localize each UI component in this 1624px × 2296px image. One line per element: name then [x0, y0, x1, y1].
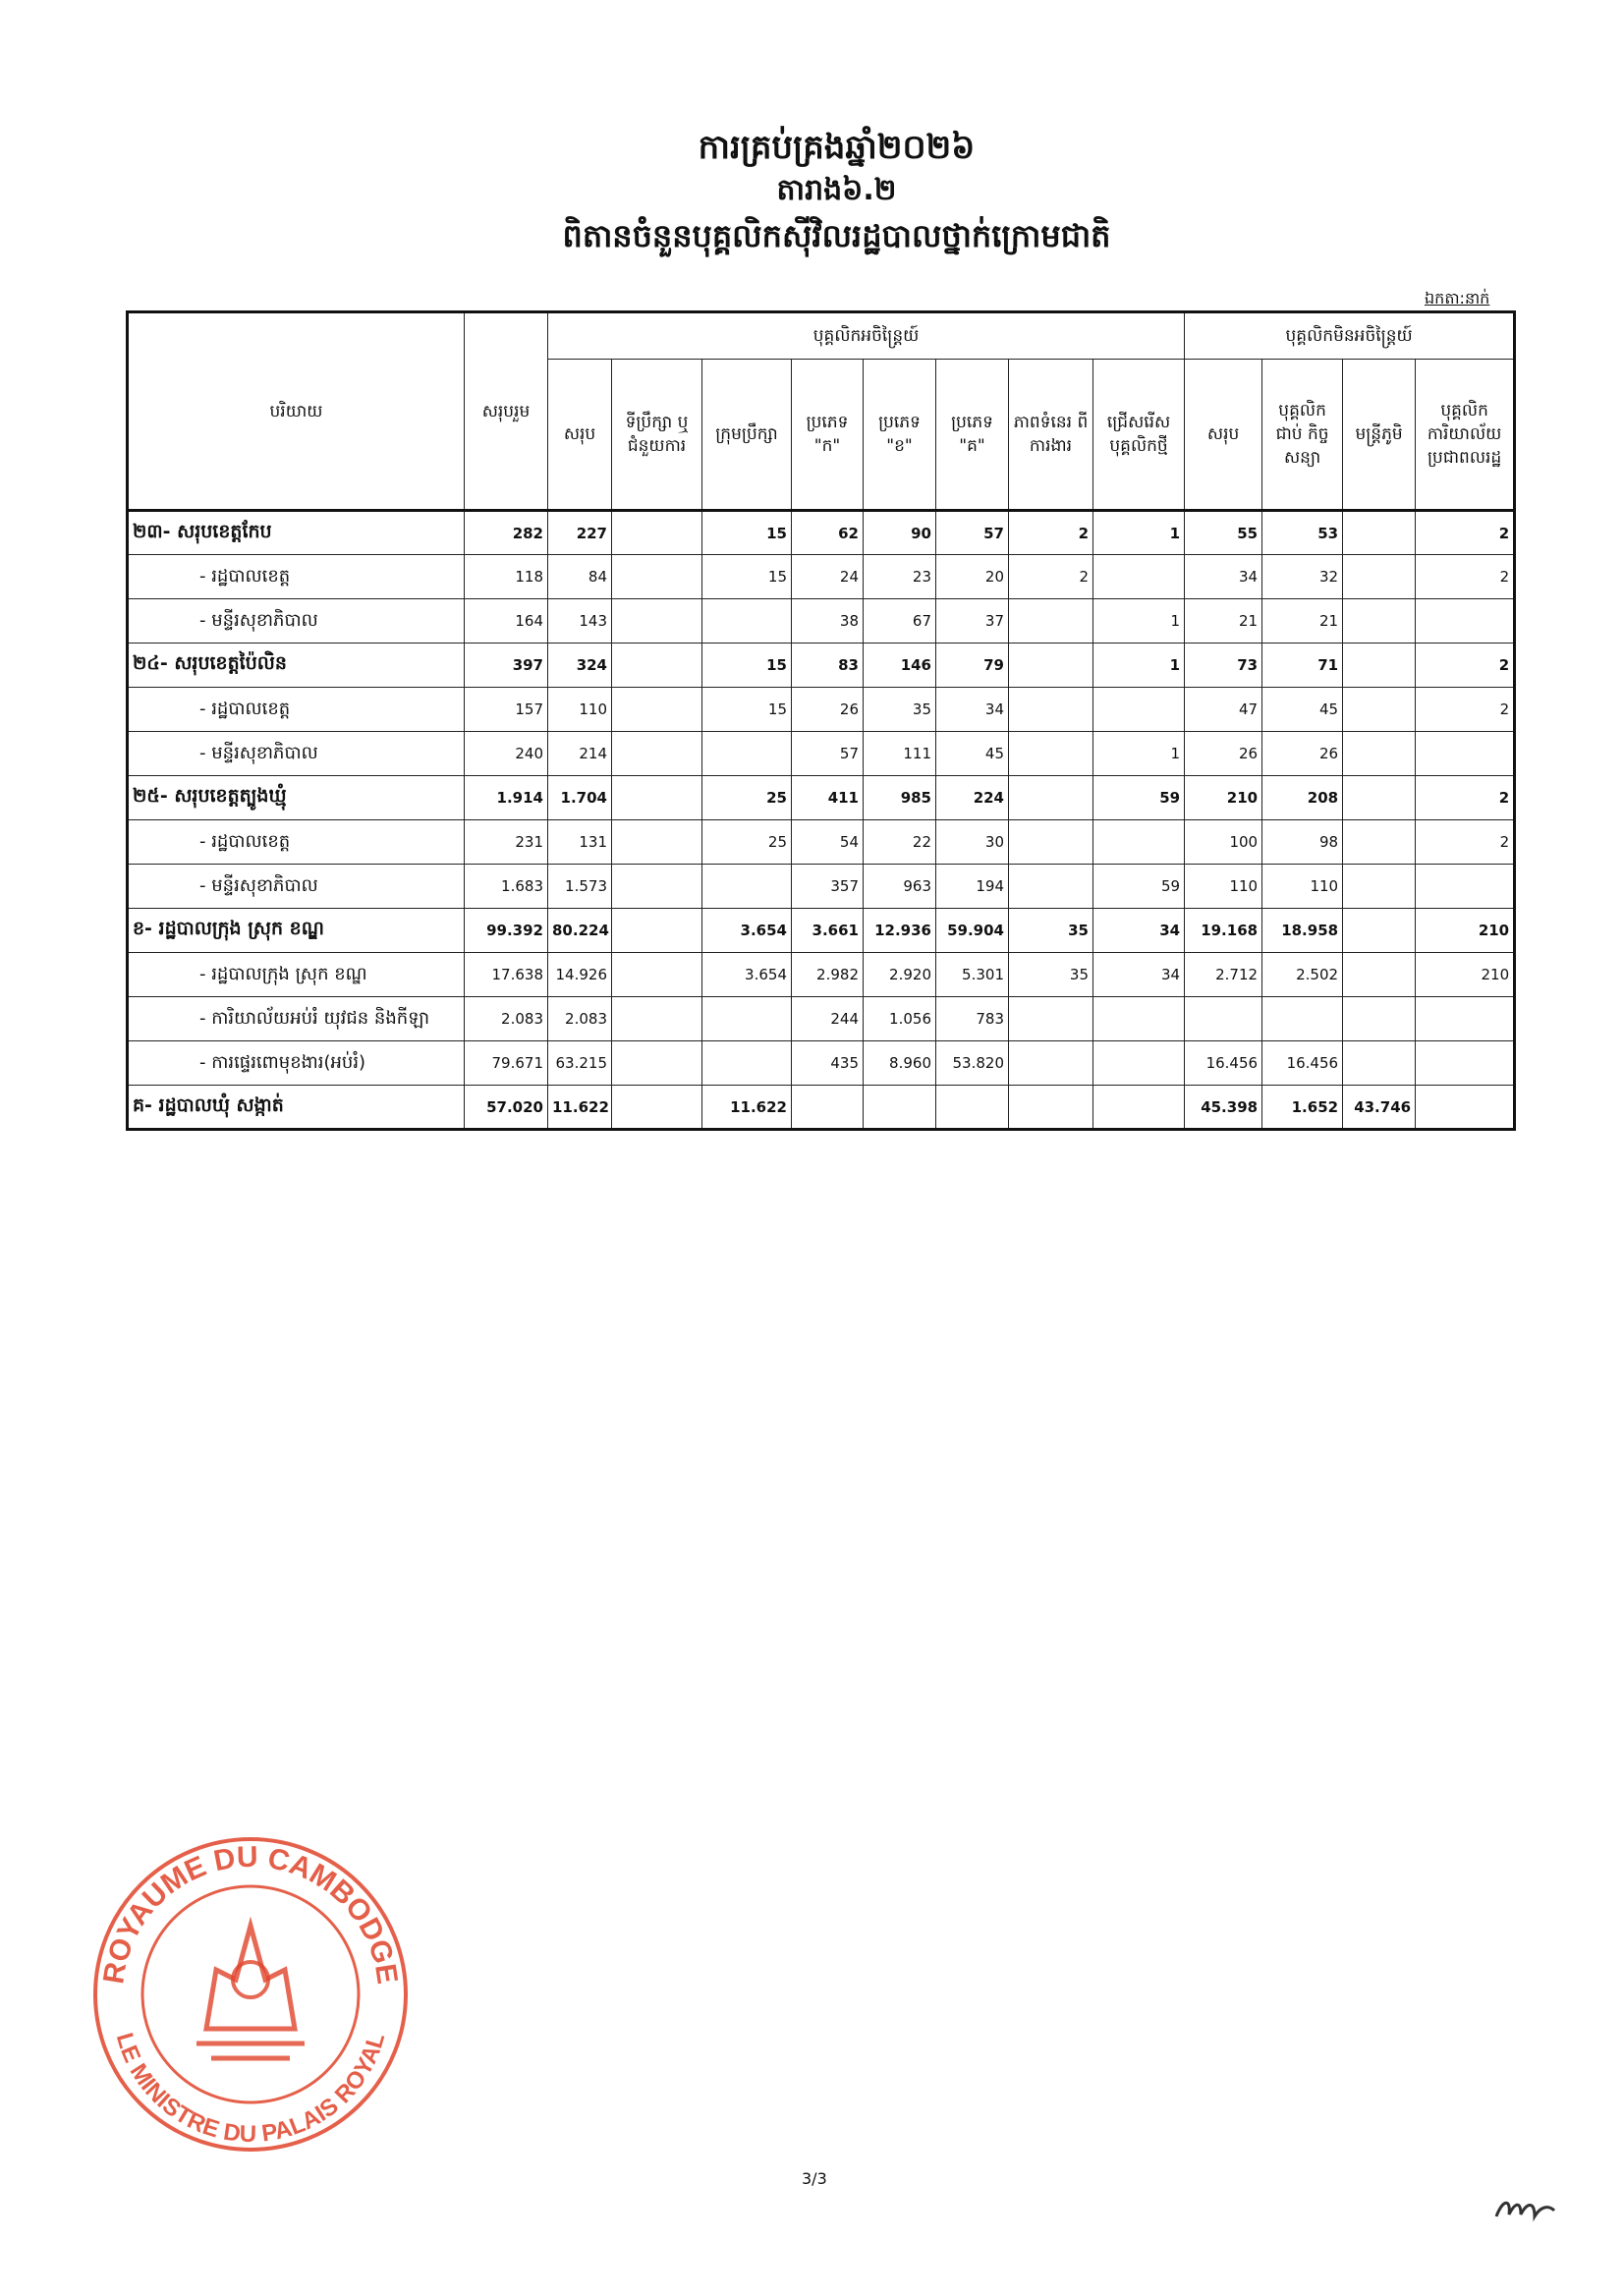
cell-value: [1416, 997, 1515, 1041]
header-col-4: ប្រភេទ "ក": [792, 360, 864, 511]
row-label: ២៤- សរុបខេត្តប៉ៃលិន: [128, 644, 465, 688]
royal-seal-stamp: [88, 1832, 413, 2156]
cell-value: [612, 820, 702, 865]
cell-value: 397: [465, 644, 548, 688]
cell-value: [702, 732, 792, 776]
cell-value: 2: [1416, 688, 1515, 732]
cell-value: [936, 1086, 1009, 1130]
row-label: ២៥- សរុបខេត្តត្បូងឃ្មុំ: [128, 776, 465, 820]
title-block: [0, 126, 1624, 259]
cell-value: 1.704: [548, 776, 612, 820]
cell-value: 23: [864, 555, 936, 599]
cell-value: 2.712: [1185, 953, 1262, 997]
header-col-12: បុគ្គលិក ការិយាល័យ ប្រជាពលរដ្ឋ: [1416, 360, 1515, 511]
cell-value: 99.392: [465, 909, 548, 953]
cell-value: [1343, 644, 1416, 688]
row-label: - រដ្ឋបាលខេត្ត: [128, 555, 465, 599]
header-col-9: សរុប: [1185, 360, 1262, 511]
cell-value: 210: [1416, 953, 1515, 997]
cell-value: [1343, 732, 1416, 776]
cell-value: 3.654: [702, 953, 792, 997]
cell-value: 208: [1262, 776, 1343, 820]
cell-value: 14.926: [548, 953, 612, 997]
cell-value: [1343, 909, 1416, 953]
cell-value: [1343, 599, 1416, 644]
cell-value: 110: [1262, 865, 1343, 909]
cell-value: 34: [1093, 909, 1185, 953]
cell-value: 19.168: [1185, 909, 1262, 953]
cell-value: [612, 997, 702, 1041]
cell-value: [1262, 997, 1343, 1041]
header-col-6: ប្រភេទ "គ": [936, 360, 1009, 511]
cell-value: 1: [1093, 732, 1185, 776]
header-col-7: ភាពទំនេរ ពីការងារ: [1009, 360, 1093, 511]
cell-value: [1343, 511, 1416, 555]
cell-value: 1.573: [548, 865, 612, 909]
cell-value: 90: [864, 511, 936, 555]
cell-value: [1416, 1086, 1515, 1130]
table-group-row: [128, 909, 1515, 953]
row-label: - រដ្ឋបាលក្រុង ស្រុក ខណ្ឌ: [128, 953, 465, 997]
row-label: - មន្ទីរសុខាភិបាល: [128, 865, 465, 909]
cell-value: 2: [1009, 511, 1093, 555]
cell-value: [1093, 820, 1185, 865]
cell-value: 26: [792, 688, 864, 732]
seal-inner-text: LE MINISTRE DU PALAIS ROYAL: [110, 2030, 391, 2149]
cell-value: 231: [465, 820, 548, 865]
cell-value: 1: [1093, 511, 1185, 555]
cell-value: 2: [1416, 555, 1515, 599]
cell-value: 24: [792, 555, 864, 599]
cell-value: 98: [1262, 820, 1343, 865]
cell-value: 118: [465, 555, 548, 599]
cell-value: [1343, 1041, 1416, 1086]
cell-value: 57: [792, 732, 864, 776]
table-row: [128, 1041, 1515, 1086]
cell-value: [1009, 820, 1093, 865]
cell-value: 1.683: [465, 865, 548, 909]
header-group-non-permanent: បុគ្គលិកមិនអចិន្ត្រៃយ៍: [1185, 312, 1515, 360]
cell-value: [1416, 1041, 1515, 1086]
cell-value: 26: [1262, 732, 1343, 776]
cell-value: [792, 1086, 864, 1130]
cell-value: [1093, 555, 1185, 599]
table-group-row: [128, 511, 1515, 555]
cell-value: [702, 1041, 792, 1086]
cell-value: 214: [548, 732, 612, 776]
cell-value: 26: [1185, 732, 1262, 776]
header-grand-total: សរុបរួម: [465, 312, 548, 511]
cell-value: [1343, 555, 1416, 599]
table-row: [128, 953, 1515, 997]
cell-value: 79: [936, 644, 1009, 688]
cell-value: 67: [864, 599, 936, 644]
cell-value: [1343, 820, 1416, 865]
cell-value: [1343, 688, 1416, 732]
row-label: - រដ្ឋបាលខេត្ត: [128, 820, 465, 865]
cell-value: 11.622: [702, 1086, 792, 1130]
cell-value: [612, 776, 702, 820]
cell-value: [1093, 1041, 1185, 1086]
header-col-8: ជ្រើសរើស បុគ្គលិកថ្មី: [1093, 360, 1185, 511]
signature-mark: [1491, 2189, 1560, 2228]
cell-value: [1343, 997, 1416, 1041]
cell-value: 164: [465, 599, 548, 644]
header-col-5: ប្រភេទ "ខ": [864, 360, 936, 511]
cell-value: 1.914: [465, 776, 548, 820]
header-col-1: សរុប: [548, 360, 612, 511]
row-label: - រដ្ឋបាលខេត្ត: [128, 688, 465, 732]
cell-value: 38: [792, 599, 864, 644]
cell-value: 15: [702, 688, 792, 732]
unit-label: ឯកតា:នាក់: [1425, 289, 1490, 308]
cell-value: 224: [936, 776, 1009, 820]
cell-value: [1416, 732, 1515, 776]
cell-value: [1009, 732, 1093, 776]
cell-value: 11.622: [548, 1086, 612, 1130]
cell-value: [612, 732, 702, 776]
cell-value: [1009, 1086, 1093, 1130]
cell-value: 1: [1093, 599, 1185, 644]
cell-value: 435: [792, 1041, 864, 1086]
header-group-permanent: បុគ្គលិកអចិន្ត្រៃយ៍: [548, 312, 1185, 360]
cell-value: [702, 865, 792, 909]
cell-value: 57.020: [465, 1086, 548, 1130]
cell-value: [1009, 644, 1093, 688]
cell-value: [702, 997, 792, 1041]
table-row: [128, 688, 1515, 732]
cell-value: 146: [864, 644, 936, 688]
cell-value: [1009, 1041, 1093, 1086]
cell-value: 45: [936, 732, 1009, 776]
cell-value: 34: [936, 688, 1009, 732]
cell-value: 59: [1093, 776, 1185, 820]
cell-value: 194: [936, 865, 1009, 909]
cell-value: 15: [702, 555, 792, 599]
cell-value: [1416, 865, 1515, 909]
table-row: [128, 599, 1515, 644]
table-group-row: [128, 644, 1515, 688]
cell-value: [1343, 865, 1416, 909]
cell-value: 84: [548, 555, 612, 599]
cell-value: 783: [936, 997, 1009, 1041]
cell-value: 16.456: [1262, 1041, 1343, 1086]
cell-value: 157: [465, 688, 548, 732]
cell-value: 1: [1093, 644, 1185, 688]
row-label: - មន្ទីរសុខាភិបាល: [128, 732, 465, 776]
cell-value: 45.398: [1185, 1086, 1262, 1130]
header-col-10: បុគ្គលិក ជាប់ កិច្ចសន្យា: [1262, 360, 1343, 511]
cell-value: 25: [702, 776, 792, 820]
cell-value: 59: [1093, 865, 1185, 909]
table-group-row: [128, 776, 1515, 820]
cell-value: 22: [864, 820, 936, 865]
row-label: - ការិយាល័យអប់រំ យុវជន និងកីឡា: [128, 997, 465, 1041]
row-label: ខ- រដ្ឋបាលក្រុង ស្រុក ខណ្ឌ: [128, 909, 465, 953]
cell-value: 57: [936, 511, 1009, 555]
cell-value: 110: [1185, 865, 1262, 909]
cell-value: 62: [792, 511, 864, 555]
cell-value: 2: [1416, 511, 1515, 555]
cell-value: [612, 1041, 702, 1086]
cell-value: 53: [1262, 511, 1343, 555]
cell-value: 1.652: [1262, 1086, 1343, 1130]
cell-value: 2.502: [1262, 953, 1343, 997]
cell-value: 15: [702, 644, 792, 688]
cell-value: 16.456: [1185, 1041, 1262, 1086]
cell-value: 8.960: [864, 1041, 936, 1086]
cell-value: 17.638: [465, 953, 548, 997]
row-label: ២៣- សរុបខេត្តកែប: [128, 511, 465, 555]
cell-value: [702, 599, 792, 644]
cell-value: 45: [1262, 688, 1343, 732]
cell-value: 37: [936, 599, 1009, 644]
cell-value: 411: [792, 776, 864, 820]
staff-table: [126, 310, 1516, 1131]
cell-value: 324: [548, 644, 612, 688]
cell-value: 25: [702, 820, 792, 865]
page-number: 3/3: [802, 2169, 827, 2188]
cell-value: [1343, 953, 1416, 997]
cell-value: [1009, 997, 1093, 1041]
cell-value: 2.083: [465, 997, 548, 1041]
cell-value: [1009, 865, 1093, 909]
cell-value: 34: [1185, 555, 1262, 599]
cell-value: 20: [936, 555, 1009, 599]
cell-value: 55: [1185, 511, 1262, 555]
cell-value: [1093, 997, 1185, 1041]
cell-value: 30: [936, 820, 1009, 865]
cell-value: [612, 1086, 702, 1130]
row-label: គ- រដ្ឋបាលឃុំ សង្កាត់: [128, 1086, 465, 1130]
cell-value: [1093, 688, 1185, 732]
cell-value: 43.746: [1343, 1086, 1416, 1130]
cell-value: 210: [1416, 909, 1515, 953]
cell-value: 53.820: [936, 1041, 1009, 1086]
cell-value: 18.958: [1262, 909, 1343, 953]
cell-value: 111: [864, 732, 936, 776]
cell-value: 59.904: [936, 909, 1009, 953]
cell-value: 32: [1262, 555, 1343, 599]
cell-value: [612, 555, 702, 599]
cell-value: 1.056: [864, 997, 936, 1041]
svg-text:ROYAUME DU CAMBODGE: [97, 1841, 404, 1987]
cell-value: [612, 688, 702, 732]
doc-table-title: ពិតានចំនួនបុគ្គលិកស៊ីវិលរដ្ឋបាលថ្នាក់ក្រោមជាតិ: [562, 217, 1111, 254]
cell-value: 2: [1416, 776, 1515, 820]
cell-value: [1416, 599, 1515, 644]
cell-value: 2: [1416, 644, 1515, 688]
svg-text:LE MINISTRE DU PALAIS ROYAL: [111, 2030, 390, 2148]
cell-value: 2: [1416, 820, 1515, 865]
cell-value: 2.920: [864, 953, 936, 997]
cell-value: 2.083: [548, 997, 612, 1041]
cell-value: 12.936: [864, 909, 936, 953]
table-row: [128, 865, 1515, 909]
cell-value: [864, 1086, 936, 1130]
cell-value: [1009, 688, 1093, 732]
row-label: - ការផ្ទេរពោមុខងារ(អប់រំ): [128, 1041, 465, 1086]
table-row: [128, 732, 1515, 776]
cell-value: [612, 511, 702, 555]
cell-value: 240: [465, 732, 548, 776]
seal-outer-text: ROYAUME DU CAMBODGE: [97, 1840, 404, 1987]
cell-value: 71: [1262, 644, 1343, 688]
cell-value: 80.224: [548, 909, 612, 953]
table-group-row: [128, 1086, 1515, 1130]
cell-value: 2.982: [792, 953, 864, 997]
row-label: - មន្ទីរសុខាភិបាល: [128, 599, 465, 644]
cell-value: [1093, 1086, 1185, 1130]
cell-value: 63.215: [548, 1041, 612, 1086]
header-col-2: ទីប្រឹក្សា ឬ ជំនួយការ: [612, 360, 702, 511]
cell-value: 21: [1185, 599, 1262, 644]
cell-value: [1185, 997, 1262, 1041]
cell-value: 963: [864, 865, 936, 909]
cell-value: 985: [864, 776, 936, 820]
table-row: [128, 820, 1515, 865]
cell-value: 73: [1185, 644, 1262, 688]
cell-value: 21: [1262, 599, 1343, 644]
table-row: [128, 555, 1515, 599]
cell-value: 47: [1185, 688, 1262, 732]
cell-value: 131: [548, 820, 612, 865]
cell-value: [612, 644, 702, 688]
cell-value: [612, 909, 702, 953]
cell-value: [1009, 599, 1093, 644]
cell-value: 357: [792, 865, 864, 909]
header-col-3: ក្រុមប្រឹក្សា: [702, 360, 792, 511]
cell-value: 15: [702, 511, 792, 555]
doc-title-year: ការគ្រប់គ្រងឆ្នាំ២០២៦: [698, 128, 976, 167]
cell-value: 143: [548, 599, 612, 644]
header-col-11: មន្ត្រីភូមិ: [1343, 360, 1416, 511]
cell-value: 110: [548, 688, 612, 732]
cell-value: 210: [1185, 776, 1262, 820]
cell-value: 227: [548, 511, 612, 555]
cell-value: 3.654: [702, 909, 792, 953]
cell-value: [612, 865, 702, 909]
cell-value: [1343, 776, 1416, 820]
header-description: បរិយាយ: [128, 312, 465, 511]
cell-value: 34: [1093, 953, 1185, 997]
cell-value: 54: [792, 820, 864, 865]
cell-value: 2: [1009, 555, 1093, 599]
cell-value: [1009, 776, 1093, 820]
doc-table-number: តារាង៦.២: [776, 173, 897, 207]
cell-value: 282: [465, 511, 548, 555]
cell-value: 244: [792, 997, 864, 1041]
cell-value: 5.301: [936, 953, 1009, 997]
cell-value: [612, 953, 702, 997]
cell-value: 100: [1185, 820, 1262, 865]
cell-value: [612, 599, 702, 644]
cell-value: 3.661: [792, 909, 864, 953]
cell-value: 35: [1009, 909, 1093, 953]
cell-value: 83: [792, 644, 864, 688]
cell-value: 35: [1009, 953, 1093, 997]
table-row: [128, 997, 1515, 1041]
cell-value: 79.671: [465, 1041, 548, 1086]
cell-value: 35: [864, 688, 936, 732]
